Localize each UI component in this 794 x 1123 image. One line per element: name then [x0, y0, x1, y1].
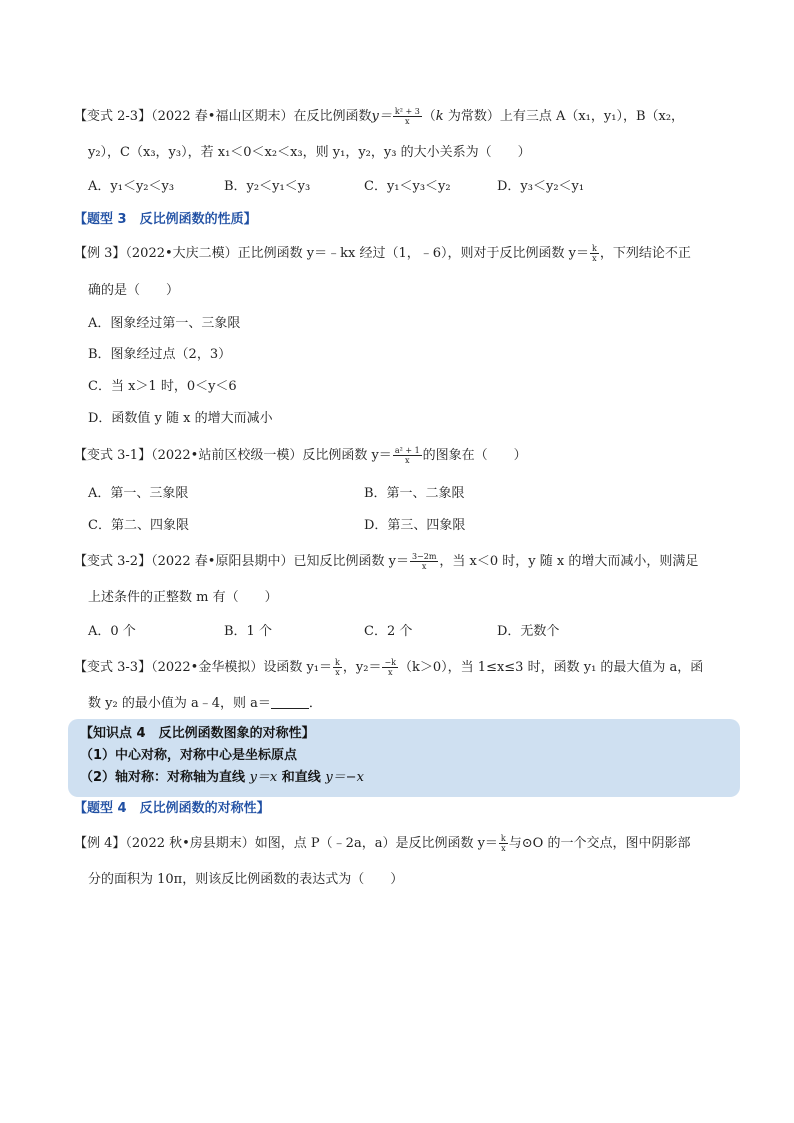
example-4-line-2: 分的面积为 10π，则该反比例函数的表达式为（ ）: [88, 872, 404, 887]
question-tag: 【例 4】: [74, 836, 126, 851]
option-c: C．2 个: [364, 624, 413, 639]
fraction: $\frac{-k}{x}$: [384, 658, 397, 677]
answer-blank[interactable]: [271, 694, 309, 709]
knowledge-item-1: （1）中心对称，对称中心是坐标原点: [80, 748, 298, 763]
option-c: C．当 x＞1 时，0＜y＜6: [88, 379, 237, 394]
option-c: C．第二、四象限: [88, 518, 189, 533]
option-b: B．1 个: [224, 624, 272, 639]
option-d: D．函数值 y 随 x 的增大而减小: [88, 411, 273, 426]
question-tag: 【变式 3-3】: [74, 660, 152, 675]
section-heading-type-3: 【题型 3 反比例函数的性质】: [74, 212, 257, 227]
option-b: B．第一、二象限: [364, 486, 465, 501]
fraction: $\frac{\text{k² + 3}}{x}$: [394, 107, 420, 126]
option-a: A．y₁＜y₂＜y₃: [88, 179, 175, 194]
fraction: $\frac{3-2m}{x}$: [411, 552, 437, 571]
variant-3-3-line-1: 【变式 3-3】（2022•金华模拟）设函数 y₁＝ $\frac{k}{x}$ ，y₂＝ $\frac{-k}{x}$ （k＞0），当 1≤x≤3 时，函数 y₁ 的最大值为 a，函: [74, 658, 704, 677]
question-tag: 【例 3】: [74, 246, 126, 261]
example-3-line-2: 确的是（ ）: [88, 283, 180, 298]
variant-2-3-line-1: 【变式 2-3】（2022 春•福山区期末）在反比例函数y＝ $\frac{\text{k² + 3}}{x}$ （k 为常数）上有三点 A（x₁，y₁），B（x₂，: [74, 107, 685, 126]
option-a: A．图象经过第一、三象限: [88, 316, 241, 331]
option-a: A．第一、三象限: [88, 486, 189, 501]
example-3-line-1: 【例 3】（2022•大庆二模）正比例函数 y＝﹣kx 经过（1，﹣6），则对于反比例函数 y＝ $\frac{k}{x}$ ，下列结论不正: [74, 244, 691, 263]
variant-3-1-line-1: 【变式 3-1】（2022•站前区校级一模）反比例函数 y＝ $\frac{\text{a² + 1}}{x}$ 的图象在（ ）: [74, 446, 527, 465]
example-4-line-1: 【例 4】（2022 秋•房县期末）如图，点 P（﹣2a，a）是反比例函数 y＝ $\frac{k}{x}$ 与⊙O 的一个交点，图中阴影部: [74, 834, 691, 853]
variant-3-3-line-2: 数 y₂ 的最小值为 a﹣4，则 a＝ ．: [88, 696, 322, 711]
option-d: D．无数个: [497, 624, 560, 639]
section-heading-type-4: 【题型 4 反比例函数的对称性】: [74, 801, 270, 816]
question-tag: 【变式 3-2】: [74, 554, 152, 569]
knowledge-title: 【知识点 4 反比例函数图象的对称性】: [80, 726, 315, 741]
option-b: B．图象经过点（2，3）: [88, 347, 232, 362]
fraction: $\frac{k}{x}$: [335, 658, 340, 677]
knowledge-point-box: [68, 719, 740, 797]
question-tag: 【变式 3-1】: [74, 448, 152, 463]
variant-3-2-line-1: 【变式 3-2】（2022 春•原阳县期中）已知反比例函数 y＝ $\frac{3-2m}{x}$ ，当 x＜0 时，y 随 x 的增大而减小，则满足: [74, 552, 699, 571]
knowledge-item-2: （2）轴对称：对称轴为直线 y＝x 和直线 y＝−x: [80, 770, 364, 785]
question-tag: 【变式 2-3】: [74, 109, 152, 124]
fraction: $\frac{k}{x}$: [500, 834, 506, 853]
option-d: D．y₃＜y₂＜y₁: [497, 179, 585, 194]
fraction: $\frac{\text{a² + 1}}{x}$: [394, 446, 420, 465]
option-b: B．y₂＜y₁＜y₃: [224, 179, 311, 194]
option-a: A．0 个: [88, 624, 136, 639]
fraction: $\frac{k}{x}$: [592, 244, 597, 263]
question-source: （2022 春•福山区期末）: [151, 109, 294, 124]
option-c: C．y₁＜y₃＜y₂: [364, 179, 451, 194]
variant-3-2-line-2: 上述条件的正整数 m 有（ ）: [88, 590, 278, 605]
variant-2-3-line-2: y₂），C（x₃，y₃），若 x₁＜0＜x₂＜x₃，则 y₁，y₂，y₃ 的大小关系为（ ）: [88, 145, 531, 160]
option-d: D．第三、四象限: [364, 518, 466, 533]
